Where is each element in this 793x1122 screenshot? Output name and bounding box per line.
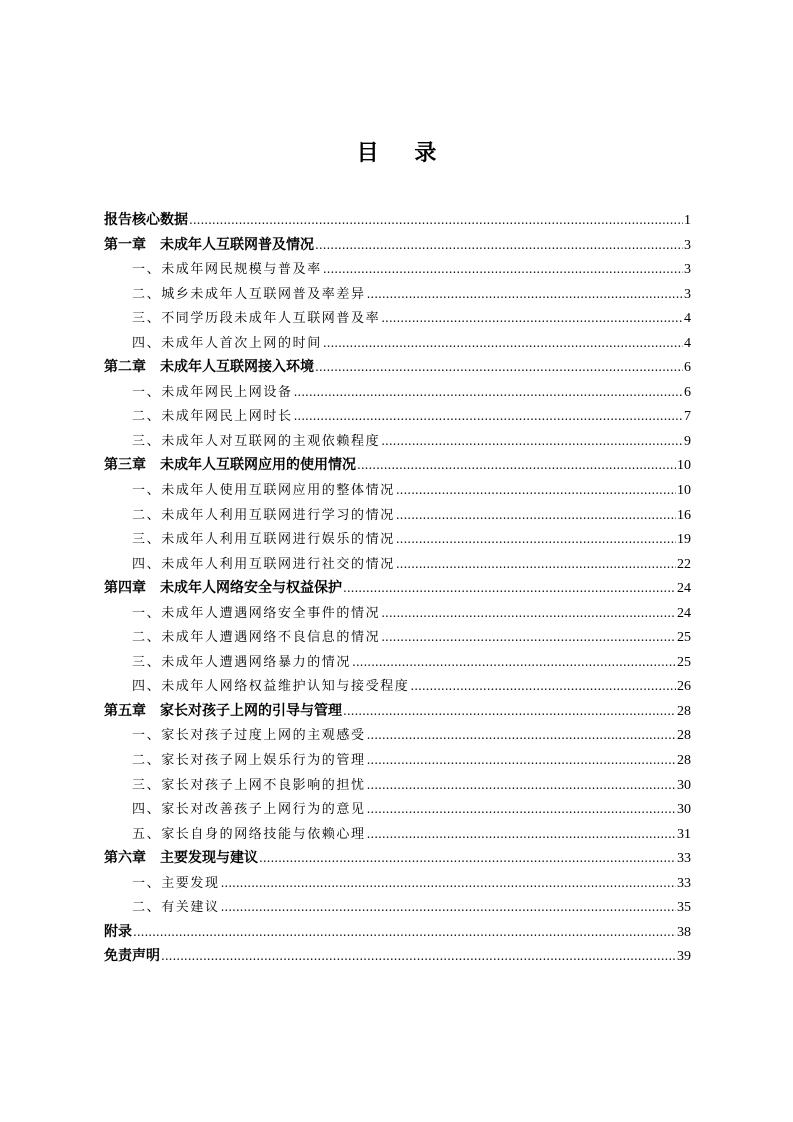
toc-section-entry[interactable]: [104, 528, 691, 553]
toc-chapter-entry[interactable]: [104, 921, 691, 946]
chapter-number: 第二章: [104, 359, 146, 376]
chapter-number: 第四章: [104, 580, 146, 597]
page-number: 4: [684, 335, 691, 351]
page-number: 35: [677, 900, 691, 916]
toc-entry-label: [104, 602, 380, 621]
page-number: 9: [684, 433, 691, 449]
leader-dots: [294, 381, 683, 400]
toc-entry-text: 二、未成年人遭遇网络不良信息的情况: [132, 630, 381, 646]
toc-entry-text: 四、未成年人利用互联网进行社交的情况: [132, 556, 395, 572]
toc-entry-text: 二、城乡未成年人互联网普及率差异: [132, 286, 366, 302]
toc-entry-text: 四、未成年人网络权益维护认知与接受程度: [132, 679, 410, 695]
toc-entry-text: 一、未成年网民规模与普及率: [132, 262, 322, 278]
toc-entry-label: [104, 921, 132, 941]
page-number: 3: [684, 286, 691, 302]
toc-section-entry[interactable]: [104, 504, 691, 529]
page-number: 28: [677, 703, 691, 719]
page-number: 22: [677, 556, 691, 572]
leader-dots: [381, 307, 683, 326]
page-number: 25: [677, 654, 691, 670]
toc-section-entry[interactable]: [104, 872, 691, 897]
toc-entry-label: [104, 430, 380, 449]
toc-entry-text: 二、未成年人利用互联网进行学习的情况: [132, 507, 395, 523]
toc-entry-label: [104, 945, 160, 965]
page-title: 目 录: [356, 140, 451, 166]
toc-entry-text: 主要发现与建议: [160, 850, 258, 867]
toc-entry-text: 一、未成年网民上网设备: [132, 384, 293, 400]
toc-entry-text: 三、家长对孩子上网不良影响的担忧: [132, 777, 366, 793]
page-number: 7: [684, 409, 691, 425]
leader-dots: [189, 209, 683, 228]
toc-section-entry[interactable]: [104, 381, 691, 406]
toc-section-entry[interactable]: [104, 798, 691, 823]
toc-entry-text: 报告核心数据: [104, 212, 188, 228]
toc-section-entry[interactable]: [104, 724, 691, 749]
chapter-number: 第一章: [104, 236, 146, 253]
toc-section-entry[interactable]: [104, 479, 691, 504]
toc-entry-text: 一、主要发现: [132, 875, 220, 891]
toc-entry-text: 三、未成年人遭遇网络暴力的情况: [132, 654, 352, 670]
leader-dots: [396, 504, 676, 523]
toc-section-entry[interactable]: [104, 749, 691, 774]
toc-chapter-entry[interactable]: [104, 847, 691, 872]
toc-entry-text: 四、家长对改善孩子上网行为的意见: [132, 802, 366, 818]
leader-dots: [396, 528, 676, 547]
toc-chapter-entry[interactable]: [104, 577, 691, 602]
page-number: 33: [677, 851, 691, 867]
leader-dots: [381, 626, 676, 645]
leader-dots: [294, 405, 683, 424]
toc-entry-label: [104, 651, 351, 670]
toc-section-entry[interactable]: [104, 774, 691, 799]
toc-entry-label: [104, 847, 258, 867]
toc-entry-label: [104, 479, 395, 498]
toc-entry-text: 一、家长对孩子过度上网的主观感受: [132, 728, 366, 744]
chapter-number: 第五章: [104, 702, 146, 719]
page-number: 1: [684, 213, 691, 228]
page-number: 4: [684, 311, 691, 327]
toc-section-entry[interactable]: [104, 651, 691, 676]
page-number: 38: [677, 924, 691, 940]
toc-entry-label: [104, 626, 380, 645]
toc-entry-label: [104, 356, 314, 376]
toc-entry-label: [104, 675, 409, 694]
leader-dots: [161, 945, 676, 964]
toc-section-entry[interactable]: [104, 332, 691, 357]
toc-entry-text: 三、未成年人对互联网的主观依赖程度: [132, 433, 381, 449]
page-number: 10: [677, 458, 691, 474]
toc-section-entry[interactable]: [104, 307, 691, 332]
page-number: 28: [677, 753, 691, 769]
toc-chapter-entry[interactable]: [104, 234, 691, 259]
toc-section-entry[interactable]: [104, 602, 691, 627]
toc-entry-label: [104, 724, 366, 743]
page-number: 3: [684, 237, 691, 253]
leader-dots: [410, 675, 676, 694]
toc-entry-label: [104, 332, 322, 351]
toc-entry-text: 未成年人网络安全与权益保护: [160, 580, 342, 597]
leader-dots: [343, 577, 676, 596]
toc-entry-text: 四、未成年人首次上网的时间: [132, 335, 322, 351]
toc-entry-text: 二、未成年网民上网时长: [132, 409, 293, 425]
toc-entry-label: [104, 504, 395, 523]
leader-dots: [396, 479, 676, 498]
toc-entry-text: 五、家长自身的网络技能与依赖心理: [132, 826, 366, 842]
toc-section-entry[interactable]: [104, 430, 691, 455]
page-number: 19: [677, 532, 691, 548]
page-number: 26: [677, 679, 691, 695]
leader-dots: [367, 823, 676, 842]
toc-chapter-entry[interactable]: [104, 945, 691, 970]
chapter-number: 第三章: [104, 457, 146, 474]
toc-entry-label: [104, 234, 314, 254]
page-number: 16: [677, 507, 691, 523]
toc-entry-label: [104, 405, 293, 424]
page-number: 24: [677, 605, 691, 621]
page-number: 25: [677, 630, 691, 646]
leader-dots: [259, 847, 676, 866]
toc-section-entry[interactable]: [104, 405, 691, 430]
leader-dots: [221, 896, 676, 915]
toc-entry-label: [104, 381, 293, 400]
toc-entry-text: 家长对孩子上网的引导与管理: [160, 702, 342, 719]
page-number: 28: [677, 728, 691, 744]
leader-dots: [315, 234, 683, 253]
toc-entry-text: 未成年人互联网应用的使用情况: [160, 457, 356, 474]
leader-dots: [133, 921, 676, 940]
toc-section-entry[interactable]: [104, 283, 691, 308]
leader-dots: [367, 283, 683, 302]
leader-dots: [323, 332, 683, 351]
toc-entry-label: [104, 749, 366, 768]
toc-section-entry[interactable]: [104, 553, 691, 578]
toc-section-entry[interactable]: [104, 258, 691, 283]
toc-entry-text: 一、未成年人使用互联网应用的整体情况: [132, 483, 395, 499]
toc-section-entry[interactable]: [104, 823, 691, 848]
toc-entry-label: [104, 258, 322, 277]
toc-chapter-entry[interactable]: [104, 700, 691, 725]
toc-entry-label: [104, 823, 366, 842]
toc-entry-label: [104, 577, 342, 597]
toc-section-entry[interactable]: [104, 626, 691, 651]
toc-chapter-entry[interactable]: [104, 209, 691, 234]
toc-entry-label: [104, 872, 220, 891]
page-number: 30: [677, 802, 691, 818]
toc-section-entry[interactable]: [104, 675, 691, 700]
page-number: 6: [684, 384, 691, 400]
leader-dots: [396, 553, 676, 572]
page-number: 6: [684, 360, 691, 376]
toc-chapter-entry[interactable]: [104, 356, 691, 381]
page-number: 30: [677, 777, 691, 793]
leader-dots: [367, 798, 676, 817]
toc-entry-text: 未成年人互联网接入环境: [160, 359, 314, 376]
toc-entry-text: 一、未成年人遭遇网络安全事件的情况: [132, 605, 381, 621]
toc-entry-label: [104, 896, 220, 915]
leader-dots: [315, 356, 683, 375]
toc-entry-label: [104, 798, 366, 817]
toc-entry-text: 未成年人互联网普及情况: [160, 236, 314, 253]
leader-dots: [343, 700, 676, 719]
leader-dots: [352, 651, 676, 670]
toc-entry-text: 三、未成年人利用互联网进行娱乐的情况: [132, 532, 395, 548]
toc-entry-label: [104, 774, 366, 793]
table-of-contents: [104, 209, 691, 970]
chapter-number: 第六章: [104, 850, 146, 867]
page-number: 39: [677, 949, 691, 965]
leader-dots: [221, 872, 676, 891]
toc-entry-text: 附录: [104, 923, 132, 940]
toc-entry-label: [104, 283, 366, 302]
toc-entry-label: [104, 700, 342, 720]
toc-chapter-entry[interactable]: [104, 454, 691, 479]
leader-dots: [381, 602, 676, 621]
toc-entry-text: 免责声明: [104, 948, 160, 965]
toc-entry-label: [104, 307, 380, 326]
page-number: 31: [677, 826, 691, 842]
page-number: 10: [677, 483, 691, 499]
toc-entry-text: 三、不同学历段未成年人互联网普及率: [132, 311, 381, 327]
toc-entry-label: [104, 209, 188, 229]
toc-entry-label: [104, 528, 395, 547]
toc-entry-label: [104, 454, 356, 474]
page-number: 24: [677, 581, 691, 597]
toc-section-entry[interactable]: [104, 896, 691, 921]
toc-entry-label: [104, 553, 395, 572]
toc-entry-text: 二、家长对孩子网上娱乐行为的管理: [132, 753, 366, 769]
page-number: 3: [684, 262, 691, 278]
leader-dots: [367, 774, 676, 793]
page-number: 33: [677, 875, 691, 891]
toc-entry-text: 二、有关建议: [132, 900, 220, 916]
leader-dots: [367, 724, 676, 743]
leader-dots: [357, 454, 676, 473]
leader-dots: [367, 749, 676, 768]
leader-dots: [323, 258, 683, 277]
leader-dots: [381, 430, 683, 449]
